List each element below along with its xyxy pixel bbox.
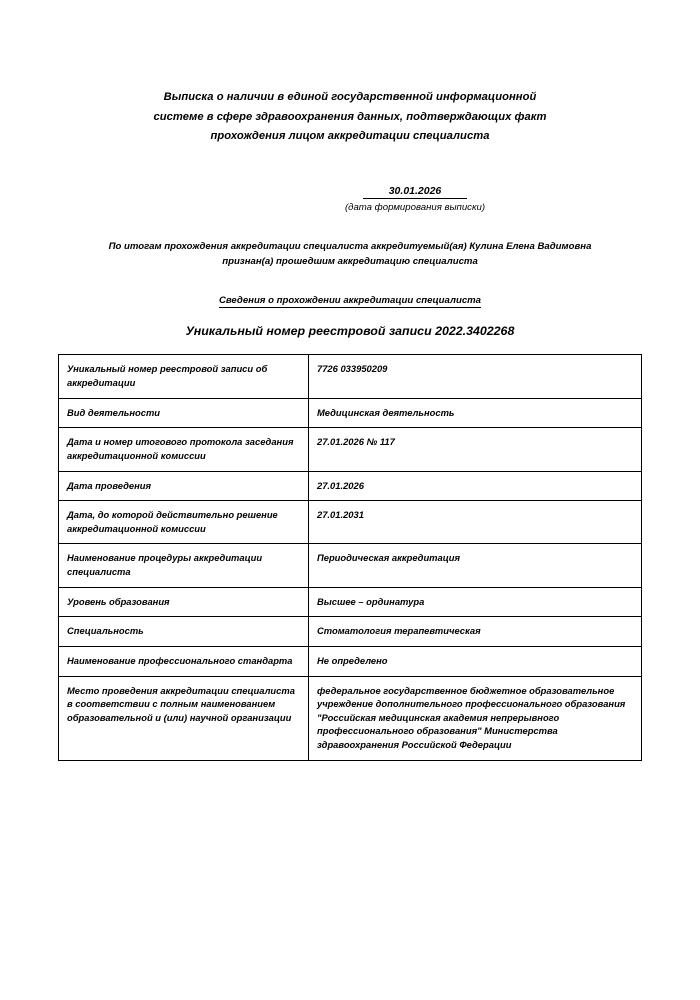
table-row — [59, 587, 642, 617]
row-label: Дата и номер итогового протокола заседания аккредитационной комиссии — [59, 428, 309, 471]
table-row — [59, 428, 642, 471]
formation-date-caption: (дата формирования выписки) — [344, 201, 486, 213]
page-title-line-3: прохождения лицом аккредитации специалиста — [210, 130, 490, 143]
row-label: Уникальный номер реестровой записи об аккредитации — [59, 355, 309, 398]
accreditation-result-line-2: признан(а) прошедшим аккредитацию специалиста — [222, 256, 478, 268]
page-title — [58, 88, 642, 147]
row-label: Дата проведения — [59, 471, 309, 501]
accreditation-result-line-1: По итогам прохождения аккредитации специалиста аккредитуемый(ая) Кулина Елена Вадимовна — [108, 240, 592, 252]
accreditation-info-table — [58, 354, 642, 760]
formation-date-block — [58, 181, 642, 213]
row-value: федеральное государственное бюджетное образовательное учреждение дополнительного профессионального образования "Российская медицинская академия непрерывного профессионального образования" Министерства здравоохранения Российской Федерации — [309, 676, 642, 760]
row-value: 7726 033950209 — [309, 355, 642, 398]
table-row — [59, 646, 642, 676]
table-row — [59, 355, 642, 398]
table-row — [59, 617, 642, 647]
formation-date-value: 30.01.2026 — [363, 185, 468, 199]
document-body — [58, 60, 642, 761]
table-row — [59, 501, 642, 544]
accreditation-result — [58, 239, 642, 270]
row-value: 27.01.2026 — [309, 471, 642, 501]
row-label: Вид деятельности — [59, 398, 309, 428]
record-number: Уникальный номер реестровой записи 2022.3402268 — [185, 324, 515, 339]
row-value: Не определено — [309, 646, 642, 676]
row-label: Уровень образования — [59, 587, 309, 617]
row-label: Дата, до которой действительно решение аккредитационной комиссии — [59, 501, 309, 544]
row-value: Периодическая аккредитация — [309, 544, 642, 587]
row-label: Наименование профессионального стандарта — [59, 646, 309, 676]
row-value: 27.01.2026 № 117 — [309, 428, 642, 471]
row-value: Медицинская деятельность — [309, 398, 642, 428]
table-row — [59, 398, 642, 428]
row-label: Наименование процедуры аккредитации специалиста — [59, 544, 309, 587]
row-value: 27.01.2031 — [309, 501, 642, 544]
section-heading-text: Сведения о прохождении аккредитации специалиста — [218, 295, 482, 307]
table-row — [59, 676, 642, 760]
row-value: Высшее – ординатура — [309, 587, 642, 617]
section-heading — [58, 295, 642, 306]
table-row — [59, 544, 642, 587]
row-label: Специальность — [59, 617, 309, 647]
row-value: Стоматология терапевтическая — [309, 617, 642, 647]
table-row — [59, 471, 642, 501]
row-label: Место проведения аккредитации специалиста в соответствии с полным наименованием образовательной и (или) научной организации — [59, 676, 309, 760]
page-title-line-2: системе в сфере здравоохранения данных, подтверждающих факт — [153, 110, 547, 123]
page-title-line-1: Выписка о наличии в единой государственной информационной — [163, 91, 537, 103]
